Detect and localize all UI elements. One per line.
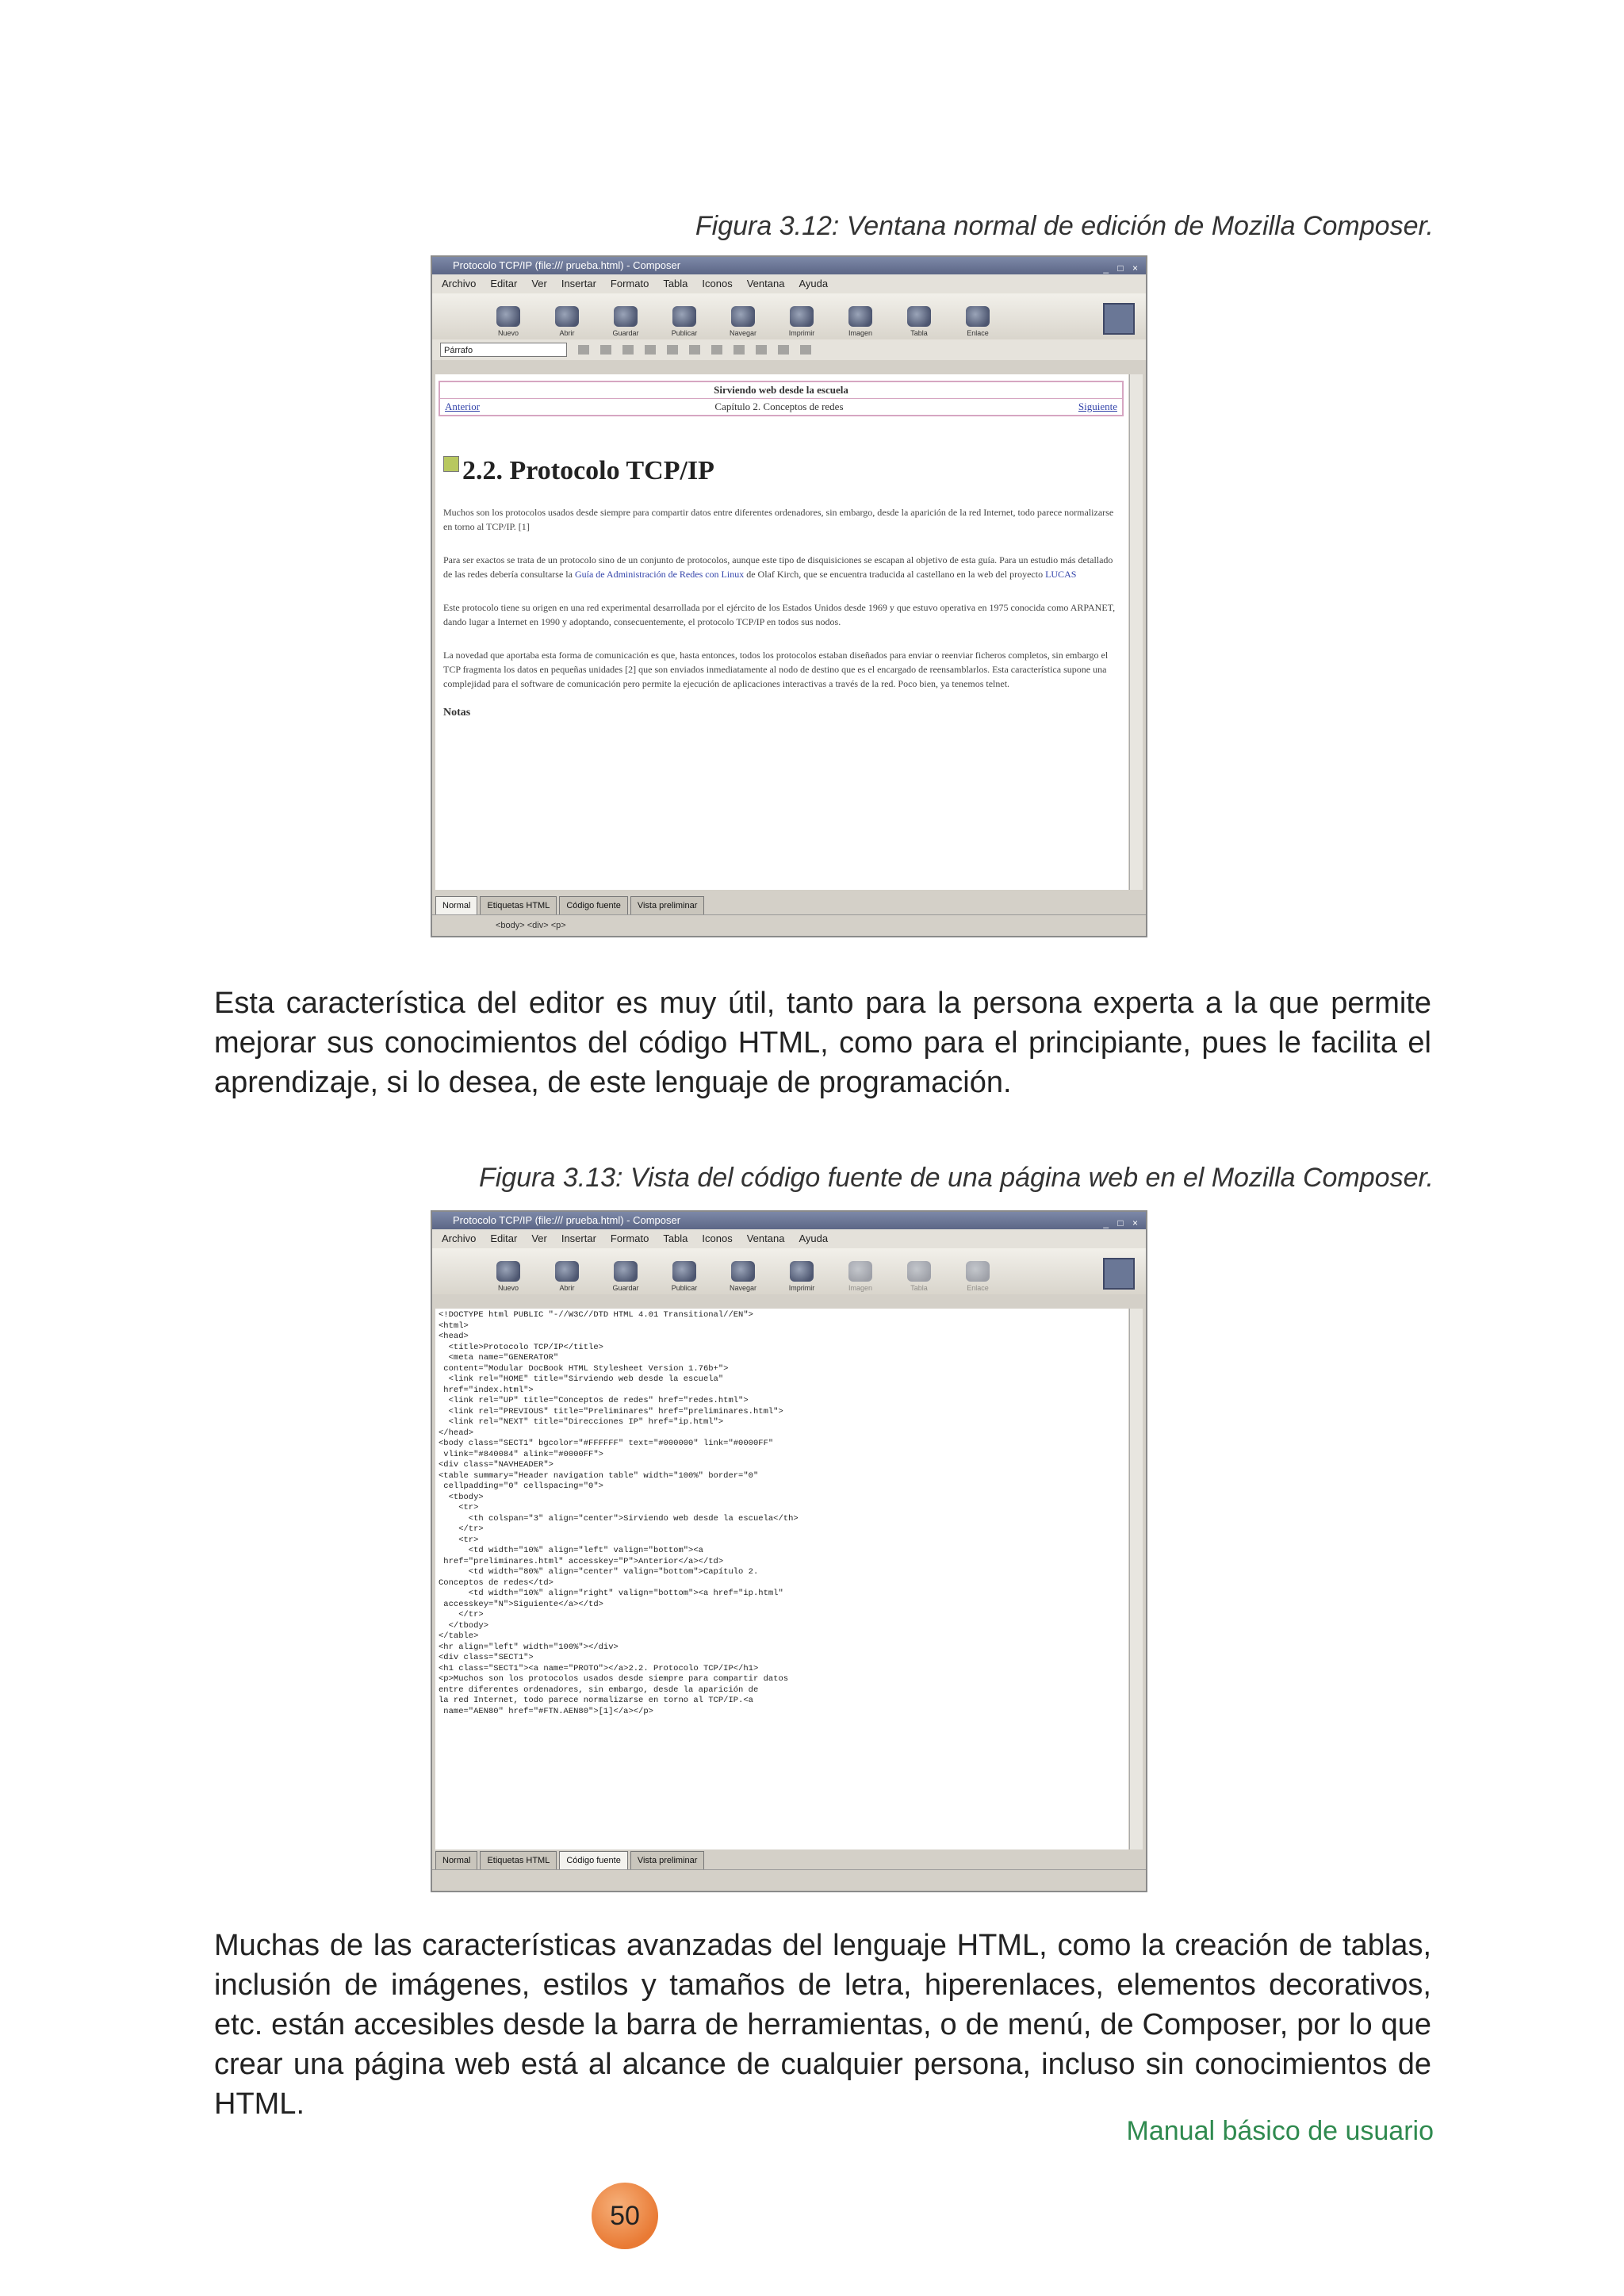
toolbar-label: Enlace (967, 1284, 989, 1292)
tab-preview[interactable]: Vista preliminar (630, 1851, 705, 1870)
toolbar-save-button[interactable] (605, 306, 646, 339)
toolbar-label: Nuevo (497, 1284, 519, 1292)
image-icon (848, 1261, 872, 1282)
menu-editar[interactable]: Editar (490, 1232, 518, 1244)
toolbar-image-button[interactable] (840, 1261, 881, 1294)
toolbar-image-button[interactable] (840, 306, 881, 339)
tab-preview[interactable]: Vista preliminar (630, 896, 705, 915)
toolbar-save-button[interactable] (605, 1261, 646, 1294)
menu-insertar[interactable]: Insertar (561, 278, 596, 289)
body-paragraph-1 (147, 983, 1431, 1102)
nav-next-link[interactable]: Siguiente (1078, 401, 1117, 412)
text-color-icon[interactable] (578, 345, 589, 355)
vertical-scrollbar[interactable] (1129, 374, 1143, 890)
nav-prev-link[interactable]: Anterior (445, 401, 481, 412)
menu-archivo[interactable]: Archivo (442, 1232, 477, 1244)
doc-paragraph-2 (443, 553, 1120, 581)
toolbar-label: Abrir (559, 329, 575, 337)
menu-bar (432, 274, 1146, 293)
save-icon (614, 306, 638, 327)
menu-archivo[interactable]: Archivo (442, 278, 477, 289)
doc-paragraph-3: Este protocolo tiene su origen en una red experimental desarrollada por el ejército de los Estados Unidos desde 1969 y que estuvo operativa en 1975 conocida como ARPANET, dando lugar a Internet en 1990 y adoptando, consecuentemente, el protocolo TCP/IP en todos sus nodos. (443, 602, 1116, 627)
html-source-code[interactable]: <!DOCTYPE html PUBLIC "-//W3C//DTD HTML 4.01 Transitional//EN"> <html> <head> <title>Protocolo TCP/IP</title> <meta name="GENERATOR" content="Modular DocBook HTML Stylesheet Version 1.76b+"> <link rel="HOME" title="Sirviendo web desde la escuela" href="index.html"> <link rel="UP" title="Conceptos de redes" href="redes.html"> <link rel="PREVIOUS" title="Preliminares" href="preliminares.html"> <link rel="NEXT" title="Direcciones IP" href="ip.html"> </head> <body class="SECT1" bgcolor="#FFFFFF" text="#000000" link="#0000FF" vlink="#840084" alink="#0000FF"> <div class="NAVHEADER"> <table summary="Header navigation table" width="100%" border="0" cellpadding="0" cellspacing="0"> <tbody> <tr> <th colspan="3" align="center">Sirviendo web desde la escuela</th> </tr> <tr> <td width="10%" align="left" valign="bottom"><a href="preliminares.html" accesskey="P">Anterior</a></td> <td width="80%" align="center" valign="bottom">Capítulo 2. Conceptos de redes</td> <td width="10%" align="right" valign="bottom"><a href="ip.html" accesskey="N">Siguiente</a></td> </tr> </tbody> </table> <hr align="left" width="100%"></div> <div class="SECT1"> <h1 class="SECT1"><a name="PROTO"></a>2.2. Protocolo TCP/IP</h1> <p>Muchos son los protocolos usados desde siempre para compartir datos entre diferentes ordenadores, sin embargo, desde la aparición de la red Internet, todo parece normalizarse en torno al TCP/IP.<a name="AEN80" href="#FTN.AEN80">[1]</a></p> (439, 1310, 799, 1716)
menu-formato[interactable]: Formato (610, 1232, 649, 1244)
composer-toolbar (432, 1248, 1146, 1294)
save-icon (614, 1261, 638, 1282)
browse-icon (731, 1261, 755, 1282)
window-title: Protocolo TCP/IP (file:/// prueba.html) - Composer (453, 1214, 681, 1226)
status-bar: <body> <div> <p> (432, 914, 1146, 936)
composer-window-normal (431, 255, 1147, 937)
nav-chapter: Capítulo 2. Conceptos de redes (714, 401, 844, 412)
menu-editar[interactable]: Editar (490, 278, 518, 289)
guia-redes-link[interactable]: Guía de Administración de Redes con Linux (574, 569, 745, 580)
paragraph-style-select[interactable]: Párrafo (440, 343, 567, 357)
format-toolbar (432, 339, 1146, 360)
notes-heading: Notas (443, 707, 471, 719)
tab-normal[interactable]: Normal (435, 1851, 477, 1870)
mozilla-logo-icon (1103, 303, 1135, 335)
bullet-list-icon[interactable] (667, 345, 678, 355)
toolbar-label: Imagen (848, 329, 873, 337)
table-icon (907, 306, 931, 327)
menu-tabla[interactable]: Tabla (663, 278, 688, 289)
editor-content[interactable] (435, 374, 1128, 890)
window-titlebar (432, 1212, 1146, 1229)
image-icon (848, 306, 872, 327)
menu-iconos[interactable]: Iconos (702, 1232, 733, 1244)
toolbar-print-button[interactable] (781, 1261, 822, 1294)
publish-icon (672, 1261, 696, 1282)
toolbar-print-button[interactable] (781, 306, 822, 339)
menu-formato[interactable]: Formato (610, 278, 649, 289)
align-left-icon[interactable] (756, 345, 767, 355)
toolbar-browse-button[interactable] (722, 306, 764, 339)
window-controls[interactable]: _ □ × (1103, 263, 1141, 274)
menu-tabla[interactable]: Tabla (663, 1232, 688, 1244)
toolbar-label: Enlace (967, 329, 989, 337)
page-number-badge: 50 (592, 2183, 658, 2249)
heading-text: 2.2. Protocolo TCP/IP (462, 456, 714, 485)
toolbar-link-button[interactable] (957, 306, 998, 339)
document-heading (443, 456, 1128, 486)
toolbar-label: Publicar (671, 329, 698, 337)
source-view-content[interactable] (435, 1309, 1128, 1849)
menu-ayuda[interactable]: Ayuda (799, 278, 829, 289)
edit-mode-tabs (435, 896, 704, 915)
print-icon (790, 306, 814, 327)
vertical-scrollbar[interactable] (1129, 1309, 1143, 1849)
browse-icon (731, 306, 755, 327)
toolbar-publish-button[interactable] (664, 306, 705, 339)
numbered-list-icon[interactable] (689, 345, 700, 355)
menu-ventana[interactable]: Ventana (746, 278, 785, 289)
nav-row (440, 399, 1122, 415)
outdent-icon[interactable] (711, 345, 722, 355)
composer-toolbar (432, 293, 1146, 339)
tab-source[interactable]: Código fuente (559, 896, 628, 915)
italic-icon[interactable] (622, 345, 634, 355)
toolbar-browse-button[interactable] (722, 1261, 764, 1294)
toolbar-label: Imprimir (788, 1284, 815, 1292)
menu-ayuda[interactable]: Ayuda (799, 1232, 829, 1244)
figure-caption-3-12: Figura 3.12: Ventana normal de edición de Mozilla Composer. (695, 211, 1434, 241)
window-title: Protocolo TCP/IP (file:/// prueba.html) - Composer (453, 259, 681, 271)
table-icon (907, 1261, 931, 1282)
edit-mode-tabs (435, 1851, 704, 1870)
tab-source[interactable]: Código fuente (559, 1851, 628, 1870)
tab-html-tags[interactable]: Etiquetas HTML (480, 896, 557, 915)
paragraph-text: Esta característica del editor es muy útil, tanto para la persona experta a la que permite mejorar sus conocimientos del código HTML, como para el principiante, pues le facilita el aprendizaje, si lo desea, de este lenguaje de programación. (214, 987, 1431, 1099)
menu-ver[interactable]: Ver (531, 278, 547, 289)
toolbar-link-button[interactable] (957, 1261, 998, 1294)
toolbar-table-button[interactable] (898, 306, 940, 339)
link-icon (966, 1261, 990, 1282)
menu-ventana[interactable]: Ventana (746, 1232, 785, 1244)
doc-paragraph-1: Muchos son los protocolos usados desde siempre para compartir datos entre diferentes ordenadores, sin embargo, desde la aparición de la red Internet, todo parece normalizarse en torno al TCP/IP. [1] (443, 507, 1114, 532)
body-paragraph-2 (147, 1926, 1431, 2124)
mozilla-logo-icon (1103, 1258, 1135, 1290)
open-icon (555, 306, 579, 327)
align-right-icon[interactable] (800, 345, 811, 355)
doc-paragraph-2-text-b: de Olaf Kirch, que se encuentra traducida al castellano en la web del proyecto (744, 569, 1046, 580)
print-icon (790, 1261, 814, 1282)
tab-normal[interactable]: Normal (435, 896, 477, 915)
toolbar-publish-button[interactable] (664, 1261, 705, 1294)
toolbar-label: Abrir (559, 1284, 575, 1292)
footer-manual-title: Manual básico de usuario (1126, 2116, 1434, 2146)
toolbar-label: Guardar (612, 1284, 639, 1292)
menu-ver[interactable]: Ver (531, 1232, 547, 1244)
menu-bar (432, 1229, 1146, 1248)
new-icon (496, 306, 520, 327)
new-icon (496, 1261, 520, 1282)
toolbar-label: Publicar (671, 1284, 698, 1292)
toolbar-open-button[interactable] (546, 306, 588, 339)
toolbar-new-button[interactable] (488, 306, 529, 339)
figure-caption-3-13: Figura 3.13: Vista del código fuente de una página web en el Mozilla Composer. (479, 1163, 1434, 1193)
lucas-link[interactable]: LUCAS (1045, 569, 1077, 580)
underline-icon[interactable] (645, 345, 656, 355)
window-titlebar (432, 257, 1146, 274)
nav-title: Sirviendo web desde la escuela (440, 382, 1122, 399)
paragraph-text: Muchas de las características avanzadas del lenguaje HTML, como la creación de tablas, inclusión de imágenes, estilos y tamaños de letra, hiperenlaces, elementos decorativos, etc. están accesibles desde la barra de herramientas, o de menú, de Composer, por lo que crear una página web está al alcance de cualquier persona, incluso sin conocimientos de HTML. (214, 1929, 1431, 2121)
align-center-icon[interactable] (778, 345, 789, 355)
indent-icon[interactable] (733, 345, 745, 355)
open-icon (555, 1261, 579, 1282)
bold-icon[interactable] (600, 345, 611, 355)
toolbar-label: Nuevo (497, 329, 519, 337)
doc-paragraph-2-text-a: Para ser exactos se trata de un protocolo sino de un conjunto de protocolos, aunque este tipo de disquisiciones se escapan al objetivo de esta guía. Para un estudio más detallado de las redes debería consultarse la (443, 554, 1113, 580)
toolbar-label: Tabla (910, 329, 928, 337)
link-icon (966, 306, 990, 327)
toolbar-label: Tabla (910, 1284, 928, 1292)
tab-html-tags[interactable]: Etiquetas HTML (480, 1851, 557, 1870)
doc-paragraph-4: La novedad que aportaba esta forma de comunicación es que, hasta entonces, todos los protocolos estaban diseñados para enviar o reenviar ficheros completos, sin embargo el TCP fragmenta los datos en pequeñas unidades [2] que son enviados inmediatamente al nodo de destino que es el encargado de reensamblarlos. Esta característica supone una complejidad para el software de comunicación pero permite la ejecución de aplicaciones interactivas a través de la red. Poco bien, ya tenemos telnet. (443, 650, 1109, 689)
toolbar-label: Navegar (729, 329, 757, 337)
composer-window-source (431, 1210, 1147, 1892)
anchor-icon[interactable] (443, 456, 459, 472)
toolbar-label: Imagen (848, 1284, 873, 1292)
toolbar-open-button[interactable] (546, 1261, 588, 1294)
toolbar-label: Guardar (612, 329, 639, 337)
window-controls[interactable]: _ □ × (1103, 1217, 1141, 1228)
menu-insertar[interactable]: Insertar (561, 1232, 596, 1244)
toolbar-new-button[interactable] (488, 1261, 529, 1294)
publish-icon (672, 306, 696, 327)
toolbar-table-button[interactable] (898, 1261, 940, 1294)
navigation-table (439, 381, 1124, 416)
menu-iconos[interactable]: Iconos (702, 278, 733, 289)
status-bar (432, 1869, 1146, 1891)
toolbar-label: Navegar (729, 1284, 757, 1292)
toolbar-label: Imprimir (788, 329, 815, 337)
